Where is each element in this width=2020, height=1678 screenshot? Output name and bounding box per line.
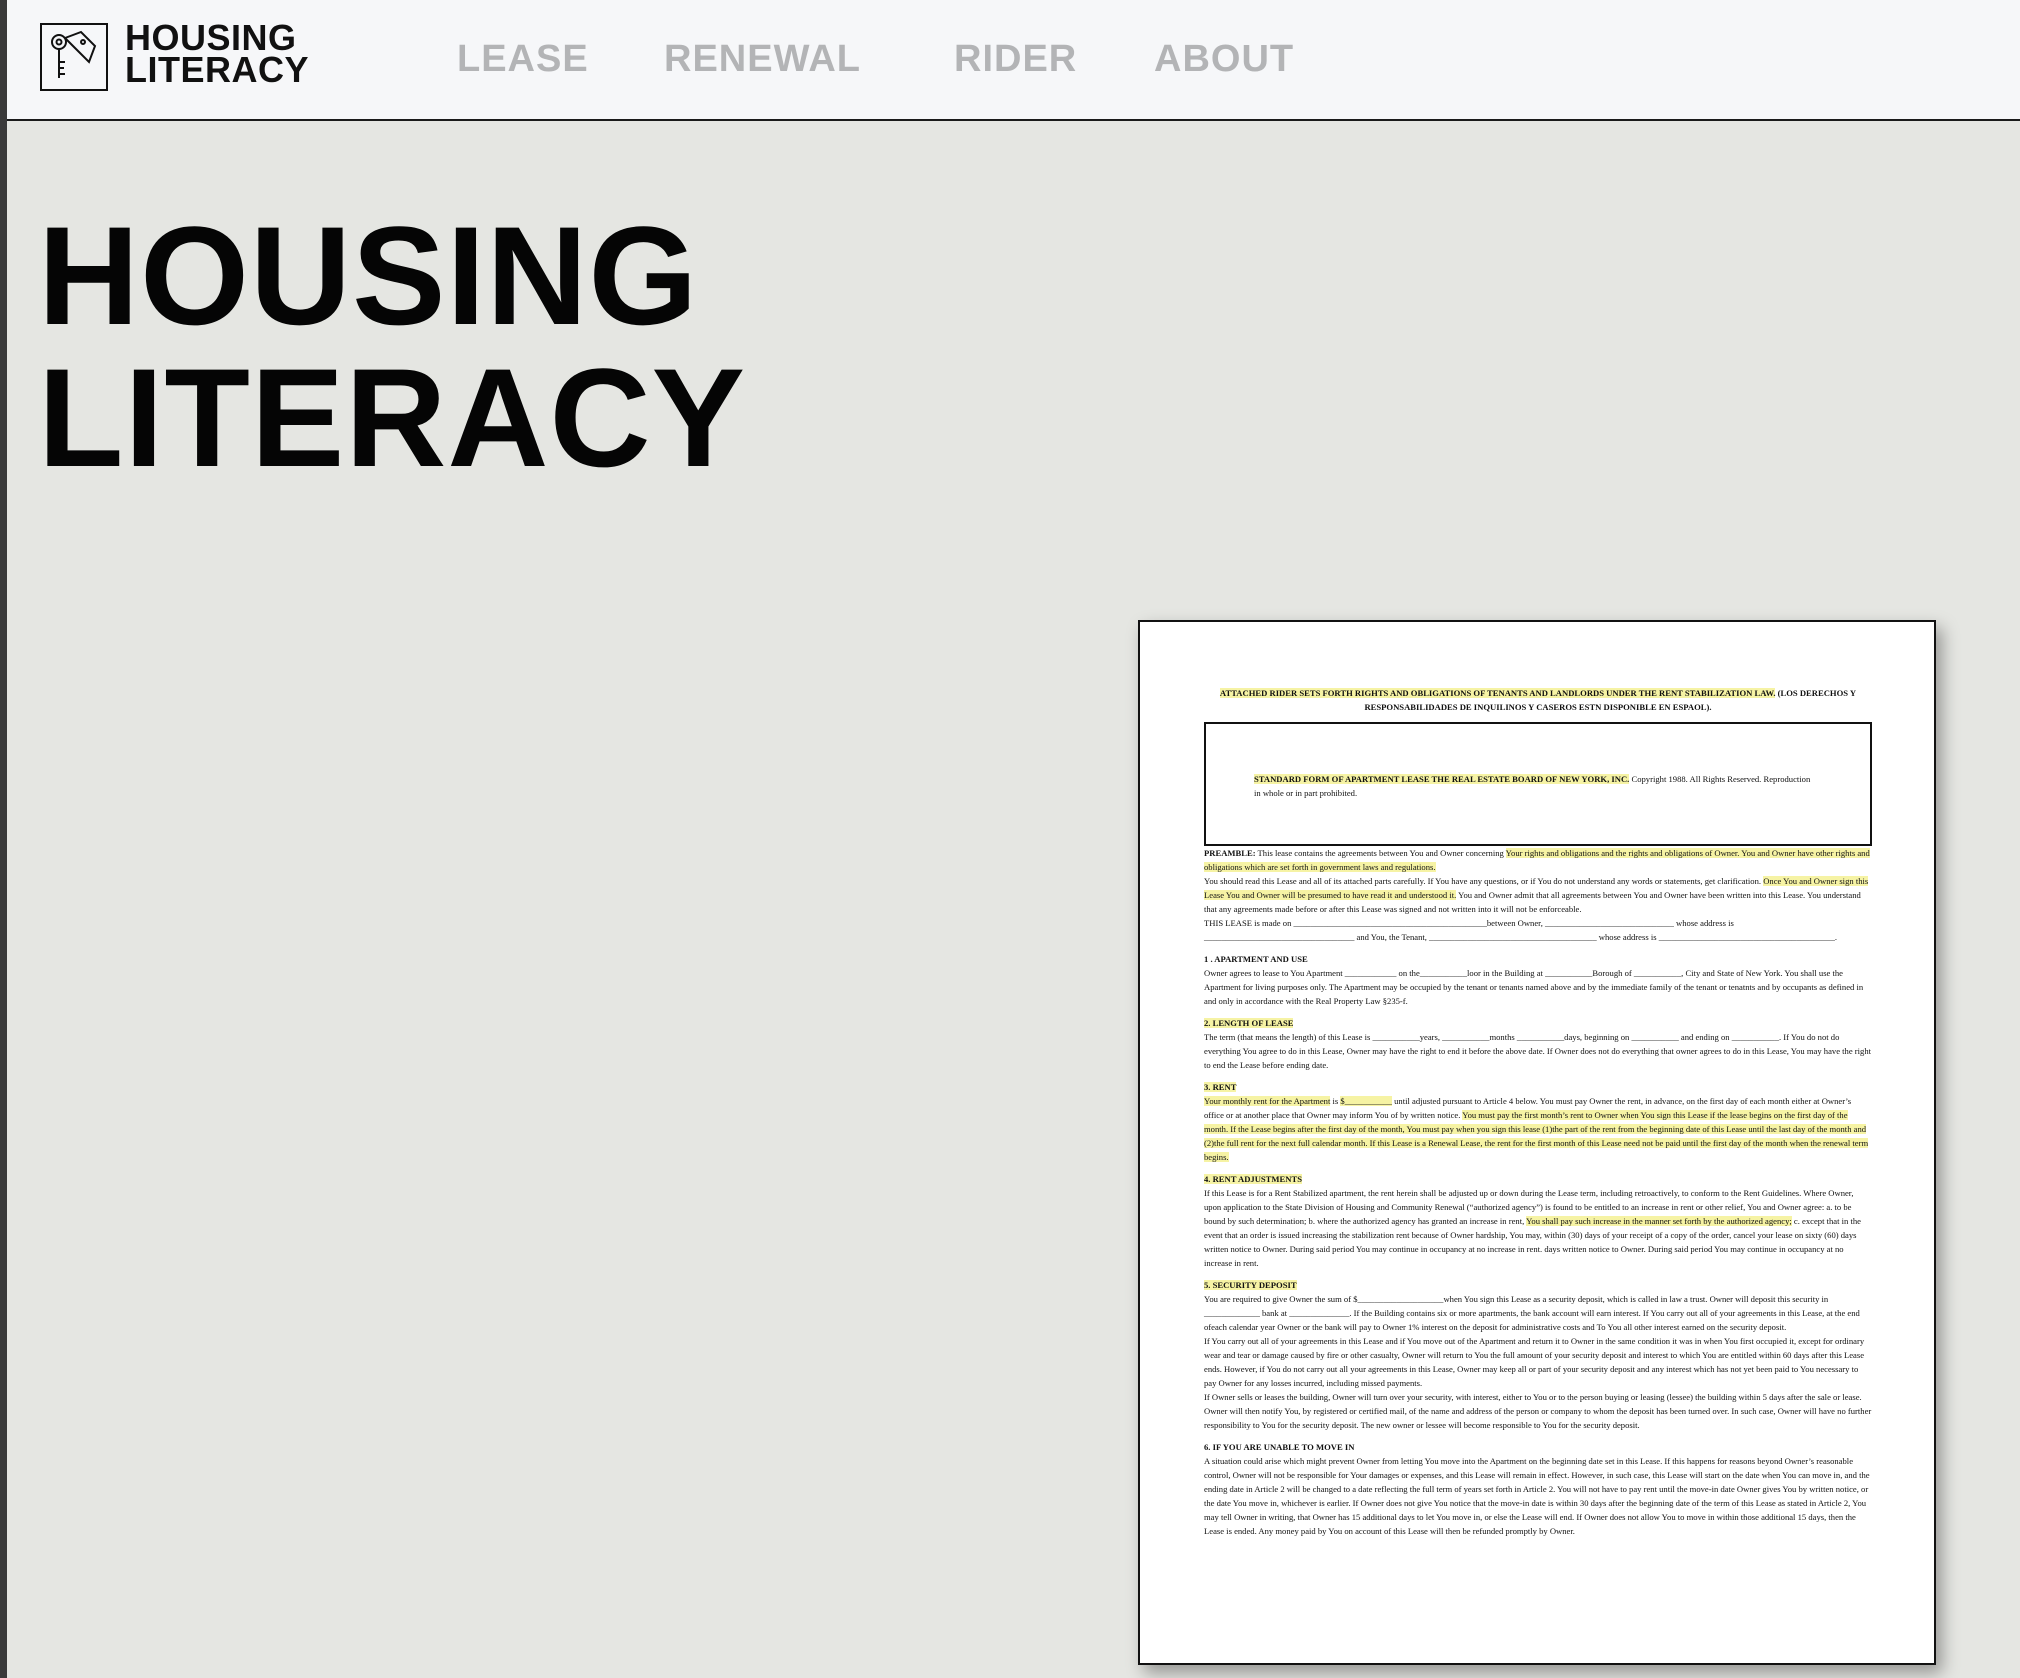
site-header — [7, 0, 2020, 121]
rider-notice-rest: (LOS DERECHOS Y RESPONSABILIDADES DE INQUILINOS Y CASEROS ESTN DISPONIBLE EN ESPAOL). — [1364, 688, 1857, 712]
preamble-label: PREAMBLE: — [1204, 848, 1256, 858]
section-title: 1 . APARTMENT AND USE — [1204, 954, 1308, 964]
logo-line-1: HOUSING — [125, 17, 297, 58]
section-title — [1204, 1172, 1872, 1186]
hero-title — [38, 197, 746, 496]
lease-document-body — [1204, 686, 1872, 1538]
section-title — [1204, 1278, 1872, 1292]
section-rent-adjustments — [1204, 1172, 1872, 1270]
section-title-highlight: 4. RENT ADJUSTMENTS — [1204, 1174, 1302, 1184]
preamble-text: This lease contains the agreements between You and Owner concerning — [1255, 848, 1506, 858]
section-title-highlight: 5. SECURITY DEPOSIT — [1204, 1280, 1297, 1290]
rent-highlight-3: You must pay the first month’s rent to Owner when You sign this Lease if the lease begins on the first day of the month. If the Lease begins after the first day of the month, You must pay when you sign this lease (1)the part of the rent from the beginning date of this Lease until the last day of the month and (2)the full rent for the next full calendar month. If this Lease is a Renewal Lease, the rent for the first month of this Lease need not be paid until the first day of the month when the renewal term begins. — [1204, 1110, 1869, 1162]
section-text: The term (that means the length) of this Lease is ___________years, ___________months ___________days, beginning on ___________ and ending on ___________. If You do not do everything You agree to do in this Lease, Owner may have the right to end it before the above date. If Owner does not do everything that owner agrees to do in this Lease, You may have the right to end the Lease before ending date. — [1204, 1032, 1872, 1070]
read-highlight: Once You and Owner sign this Lease You and Owner will be presumed to have read it and understood it. — [1204, 876, 1869, 900]
adjust-text-2: c. except that in the event that an order is issued increasing the stabilization rent because of Owner hardship, You may, within (30) days of your receipt of a copy of the order, cancel your lease on sixty (60) days written notice to Owner. During said period You may continue in occupancy at no increase in rent. days written notice to Owner. During said period You may continue in occupancy at no increase in rent. — [1204, 1216, 1861, 1268]
standard-form-text — [1254, 772, 1814, 800]
window-left-edge — [0, 0, 7, 1678]
lease-made-on: THIS LEASE is made on _____________________________________________between Owner, ______________________________ whose address is ___________________________________ and You, the Tenant, _______________________________________ whose address is _________________________________________. — [1204, 918, 1838, 942]
hero-line-1: HOUSING — [38, 197, 699, 354]
read-text: You should read this Lease and all of its attached parts carefully. If You have any questions, or if You do not understand any words or statements, get clarification. — [1204, 876, 1764, 886]
read-carefully — [1204, 874, 1872, 916]
standard-form-box — [1204, 722, 1872, 846]
rent-text-1: is — [1330, 1096, 1341, 1106]
section-rent — [1204, 1080, 1872, 1164]
site-logo-text[interactable] — [125, 17, 309, 90]
read-rest: You and Owner admit that all agreements between You and Owner have been written into this Lease. You understand that any agreements made before or after this Lease was signed and not written into it will not be enforceable. — [1204, 890, 1861, 914]
nav-lease[interactable]: LEASE — [457, 38, 589, 80]
section-text: If Owner sells or leases the building, Owner will turn over your security, with interest, either to You or to the person buying or leasing (lessee) the building within 5 days after the sale or lease. Owner will then notify You, by registered or certified mail, of the name and address of the person or company to whom the deposit has been turned over. In such case, Owner will have no further responsibility to You for the security deposit. The new owner or lessee will become responsible to You for the security deposit. — [1204, 1392, 1872, 1430]
logo-line-2: LITERACY — [125, 49, 309, 90]
section-text: A situation could arise which might prevent Owner from letting You move into the Apartment on the beginning date set in this Lease. If this happens for reasons beyond Owner’s reasonable control, Owner will not be responsible for Your damages or expenses, and this Lease will remain in effect. However, in such case, this Lease will start on the date when You can move in, and the ending date in Article 2 will be changed to a date reflecting the full term of years set forth in Article 2. You will not have to pay rent until the move-in date Owner gives You by written notice, or the date You move in, whichever is earlier. If Owner does not give You notice that the move-in date is within 30 days after the beginning date of the term of this Lease as stated in Article 2, You may tell Owner in writing, that Owner has 15 additional days to let You move in, or else the Lease will end. If Owner does not allow You to move in within those additional 15 days, then the Lease is ended. Any money paid by You on account of this Lease will then be refunded promptly by Owner. — [1204, 1456, 1870, 1536]
section-security-deposit — [1204, 1278, 1872, 1432]
rider-notice — [1204, 686, 1872, 714]
section-title: 6. IF YOU ARE UNABLE TO MOVE IN — [1204, 1442, 1355, 1452]
hero-line-2: LITERACY — [38, 339, 746, 496]
nav-rider[interactable]: RIDER — [954, 38, 1078, 80]
section-text: If You carry out all of your agreements in this Lease and if You move out of the Apartment and return it to Owner in the same condition it was in when You first occupied it, except for ordinary wear and tear or damage caused by fire or other casualty, Owner will return to You the full amount of your security deposit and interest to which You are entitled within 60 days after this Lease ends. However, if You do not carry out all your agreements in this Lease, Owner may keep all or part of your security deposit and any interest which has not yet been paid to You necessary to pay Owner for any losses incurred, including missed payments. — [1204, 1336, 1865, 1388]
section-title-highlight: 3. RENT — [1204, 1082, 1237, 1092]
preamble — [1204, 846, 1872, 874]
section-title — [1204, 1080, 1872, 1094]
adjust-highlight: You shall pay such increase in the manner set forth by the authorized agency; — [1526, 1216, 1792, 1226]
section-title — [1204, 1016, 1872, 1030]
lease-document-preview[interactable] — [1138, 620, 1936, 1665]
rider-notice-highlight: ATTACHED RIDER SETS FORTH RIGHTS AND OBLIGATIONS OF TENANTS AND LANDLORDS UNDER THE RENT STABILIZATION LAW. — [1219, 688, 1776, 698]
section-length-of-lease — [1204, 1016, 1872, 1072]
section-unable-to-move-in — [1204, 1440, 1872, 1538]
section-apartment-use — [1204, 952, 1872, 1008]
standard-form-rest: Copyright 1988. All Rights Reserved. Reproduction in whole or in part prohibited. — [1254, 774, 1811, 798]
logo-key-icon[interactable] — [40, 23, 108, 91]
section-text — [1204, 1094, 1872, 1164]
preamble-highlight: Your rights and obligations and the rights and obligations of Owner. You and Owner have other rights and obligations which are set forth in government laws and regulations. — [1204, 848, 1870, 872]
rent-highlight-1: Your monthly rent for the Apartment — [1204, 1096, 1331, 1106]
nav-renewal[interactable]: RENEWAL — [664, 38, 861, 80]
nav-about[interactable]: ABOUT — [1154, 38, 1295, 80]
section-text: You are required to give Owner the sum of $____________________when You sign this Lease as a security deposit, which is called in law a trust. Owner will deposit this security in _____________ bank at ______________. If the Building contains six or more apartments, the bank account will earn interest. If You carry out all of your agreements in this Lease, at the end ofeach calendar year Owner or the bank will pay to Owner 1% interest on the deposit for administrative costs and To You all other interest earned on the security deposit. — [1204, 1294, 1860, 1332]
section-text: Owner agrees to lease to You Apartment ____________ on the___________loor in the Building at ___________Borough of ___________, City and State of New York. You shall use the Apartment for living purposes only. The Apartment may be occupied by the tenant or tenants named above and by the immediate family of the tenant or tenatnts and by occupants as defined in and only in accordance with the Real Property Law §235-f. — [1204, 968, 1864, 1006]
adjust-text-1: If this Lease is for a Rent Stabilized apartment, the rent herein shall be adjusted up or down during the Lease term, including retroactively, to conform to the Rent Guidelines. Where Owner, upon application to the State Division of Housing and Community Renewal (“authorized agency”) is found to be entitled to an increase in rent or other relief, You and Owner agree: a. to be bound by such determination; b. where the authorized agency has granted an increase in rent, — [1204, 1188, 1854, 1226]
standard-form-highlight: STANDARD FORM OF APARTMENT LEASE THE REAL ESTATE BOARD OF NEW YORK, INC. — [1254, 774, 1630, 784]
rent-text-2: until adjusted pursuant to Article 4 below. You must pay Owner the rent, in advance, on the first day of each month either at Owner’s office or at another place that Owner may inform You of by written notice. — [1204, 1096, 1852, 1120]
rent-highlight-2: $___________ — [1340, 1096, 1392, 1106]
section-title-highlight: 2. LENGTH OF LEASE — [1204, 1018, 1294, 1028]
section-text — [1204, 1186, 1872, 1270]
